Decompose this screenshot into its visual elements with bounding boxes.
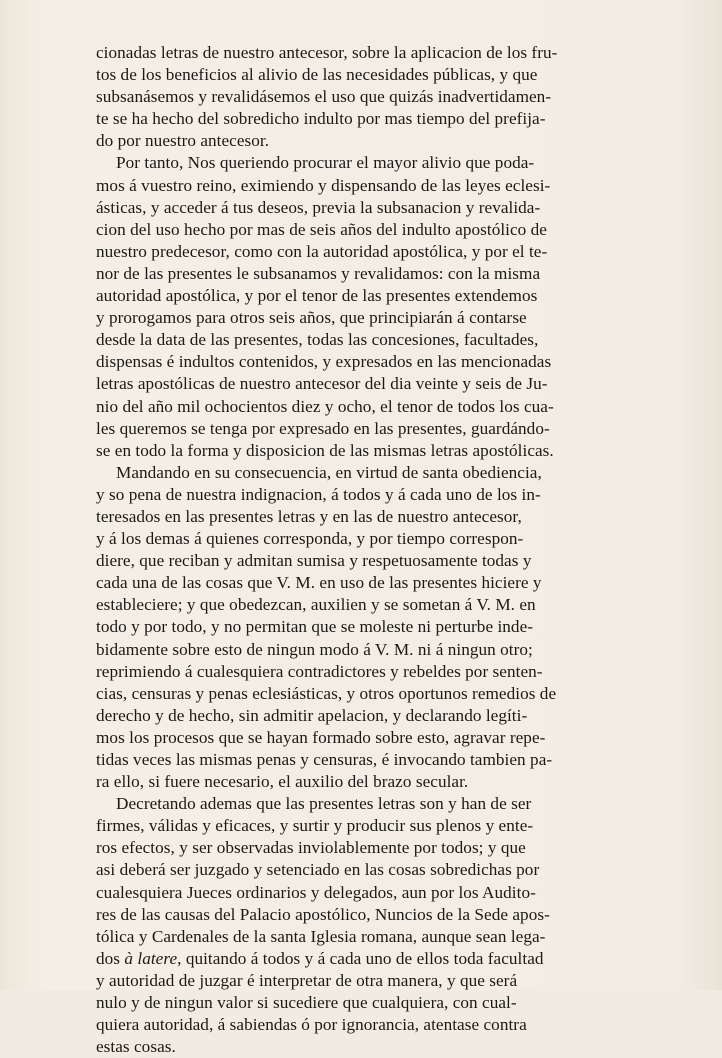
paragraph-3 [96,462,632,793]
body-text [96,42,632,1058]
text-line: subsanásemos y revalidásemos el uso que quizás inadvertidamen- [96,87,552,107]
text-line: Mandando en su consecuencia, en virtud de santa obediencia, [116,462,542,482]
text-line: firmes, válidas y eficaces, y surtir y producir sus plenos y ente- [96,816,534,836]
text-line [96,949,544,968]
text-line: y autoridad de juzgar é interpretar de otra manera, y que será [96,970,518,990]
text-line: se en todo la forma y disposicion de las mismas letras apostólicas. [96,440,554,460]
text-line: mos los procesos que se hayan formado sobre esto, agravar repe- [96,727,546,747]
text-line: y prorogamos para otros seis años, que principiarán á contarse [96,308,527,328]
paragraph-1 [96,42,632,152]
text-line: te se ha hecho del sobredicho indulto por mas tiempo del prefija- [96,109,546,129]
text-line: nor de las presentes le subsanamos y revalidamos: con la misma [96,263,541,283]
text-line: desde la data de las presentes, todas las concesiones, facultades, [96,330,539,350]
text-line: nuestro predecesor, como con la autoridad apostólica, y por el te- [96,241,548,261]
text-line: teresados en las presentes letras y en las de nuestro antecesor, [96,506,522,526]
text-line: nio del año mil ochocientos diez y ocho, el tenor de todos los cua- [96,396,554,416]
text-line: Decretando ademas que las presentes letras son y han de ser [116,794,532,814]
text-line: y so pena de nuestra indignacion, á todos y á cada uno de los in- [96,484,541,504]
text-line: bidamente sobre esto de ningun modo á V. M. ni á ningun otro; [96,639,533,659]
text-line: y á los demas á quienes corresponda, y por tiempo correspon- [96,529,524,549]
text-line: letras apostólicas de nuestro antecesor del dia veinte y seis de Ju- [96,374,548,394]
text-line: cion del uso hecho por mas de seis años del indulto apostólico de [96,219,547,239]
paragraph-4 [96,793,632,1058]
text-line: mos á vuestro reino, eximiendo y dispensando de las leyes eclesi- [96,175,551,195]
text-line: reprimiendo á cualesquiera contradictores y rebeldes por senten- [96,661,543,681]
text-segment: , quitando á todos y á cada uno de ellos toda facultad [177,948,544,968]
text-line: res de las causas del Palacio apostólico, Nuncios de la Sede apos- [96,904,550,924]
text-line: Por tanto, Nos queriendo procurar el mayor alivio que poda- [116,153,535,173]
text-line: derecho y de hecho, sin admitir apelacion, y declarando legíti- [96,705,528,725]
text-line: ros efectos, y ser observadas inviolablemente por todos; y que [96,838,526,858]
text-line: diere, que reciban y admitan sumisa y respetuosamente todas y [96,551,532,571]
text-line: les queremos se tenga por expresado en las presentes, guardándo- [96,418,550,438]
text-line: quiera autoridad, á sabiendas ó por ignorancia, atentase contra [96,1015,527,1035]
text-line: do por nuestro antecesor. [96,131,270,151]
text-line: estas cosas. [96,1037,176,1057]
text-line: nulo y de ningun valor si sucediere que cualquiera, con cual- [96,993,517,1013]
text-line: asi deberá ser juzgado y setenciado en las cosas sobredichas por [96,860,540,880]
text-line: tos de los beneficios al alivio de las necesidades públicas, y que [96,65,538,85]
text-segment: dos [96,948,125,968]
text-line: ra ello, si fuere necesario, el auxilio del brazo secular. [96,772,469,792]
text-line: cada una de las cosas que V. M. en uso de las presentes hiciere y [96,573,542,593]
latin-phrase: à latere [124,948,178,968]
text-line: tólica y Cardenales de la santa Iglesia romana, aunque sean lega- [96,926,546,946]
text-line: cionadas letras de nuestro antecesor, sobre la aplicacion de los fru- [96,43,558,62]
text-line: dispensas é indultos contenidos, y expresados en las mencionadas [96,352,552,372]
text-line: cias, censuras y penas eclesiásticas, y otros oportunos remedios de [96,683,557,703]
text-line: todo y por todo, y no permitan que se moleste ni perturbe inde- [96,617,534,637]
text-line: tidas veces las mismas penas y censuras, é invocando tambien pa- [96,750,553,769]
text-line: autoridad apostólica, y por el tenor de las presentes extendemos [96,286,538,306]
paragraph-2 [96,152,632,461]
text-line: ásticas, y acceder á tus deseos, previa la subsanacion y revalida- [96,197,541,217]
text-line: estableciere; y que obedezcan, auxilien y se sometan á V. M. en [96,595,536,615]
text-line: cualesquiera Jueces ordinarios y delegados, aun por los Audito- [96,882,536,902]
